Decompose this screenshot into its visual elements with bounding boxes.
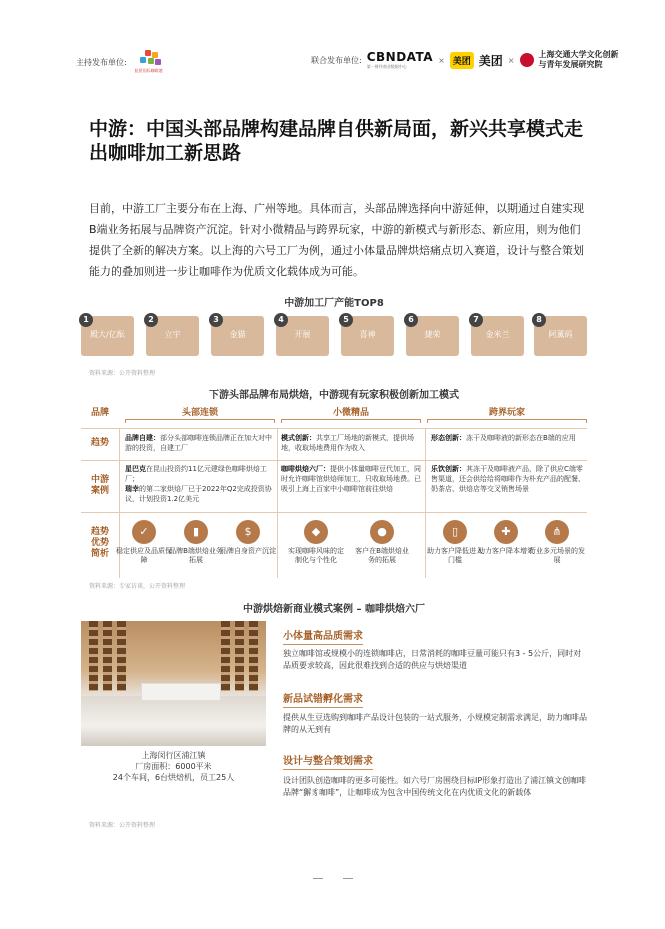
caption-details: 24个车间，6台烘焙机，员工25人 [112, 773, 235, 782]
top8-source: 资料来源：公开资料整理 [89, 370, 156, 377]
counter [141, 683, 221, 701]
trend-crossover [431, 433, 585, 443]
adv-item [286, 520, 346, 565]
top8-item [146, 316, 199, 356]
case-heading-3: 设计与整合策划需求 [283, 752, 373, 767]
top8-item [534, 316, 587, 356]
rank-badge: 6 [404, 313, 418, 327]
host-label: 主持发布单位: [76, 57, 127, 67]
top8-item [341, 316, 394, 356]
factory-name: 阿薰码 [548, 330, 573, 339]
sjtu-name [539, 50, 619, 70]
caption-area: 厂房面积：6000平米 [135, 762, 212, 771]
trend-micro [281, 433, 421, 453]
shelf [89, 621, 98, 691]
case-text: 其冻干及咖啡液产品，除了供应C端零售渠道，还会供给给将咖啡作为朴充产品的配餐、奶茶店、烘焙店等交叉销售场景 [431, 465, 585, 493]
factory-name: 喜神 [359, 330, 376, 339]
cbndata-name: CBNDATA [366, 50, 434, 64]
divider [81, 512, 587, 513]
intro-paragraph: 目前，中游工厂主要分布在上海、广州等地。具体而言，头部品牌选择向中游延伸，以期通过自建实现B端业务拓展与品牌资产沉淀。针对小微精品与跨界玩家，中游的新模式与新形态、新应用，则为他们提供了全新的解决方案。以上海的六号工厂为例，通过小体量品牌烘焙痛点切入赛道，设计与整合策划能力的叠加则进一步让咖啡作为优质文化载体成为可能。 [89, 202, 584, 278]
sjtu-emblem-icon [520, 53, 534, 67]
factory-name: 金米兰 [485, 330, 510, 339]
bracket-crossover [427, 419, 587, 423]
shelf [221, 621, 230, 691]
shield-icon: ✓ [132, 520, 156, 544]
case-text: 在昆山投资约11亿元建绿色咖啡烘焙工厂； [125, 465, 267, 483]
page-indicator [343, 878, 353, 879]
case-key: 乐饮创新： [431, 465, 466, 473]
factory-name: 殿大/亿酝 [90, 330, 125, 339]
trend-key: 形态创新： [431, 434, 466, 442]
case-paragraph-1: 独立咖啡馆或规模小的连锁咖啡店，日常消耗的咖啡豆量可能只有3 - 5公斤，同时对品质要求较高，因此很难找到合适的供应与烘焙渠道 [283, 649, 582, 670]
adv-text: 客户在B端烘焙业务的拓展 [355, 547, 409, 564]
rank-badge: 8 [532, 313, 546, 327]
row-trend-label: 趋势 [90, 438, 109, 448]
top8-item [81, 316, 134, 356]
floor [81, 696, 266, 746]
rank-badge: 3 [209, 313, 223, 327]
case-title: 中游烘焙新商业模式案例 – 咖啡烘焙六厂 [243, 604, 425, 615]
meituan-badge: 美团 [450, 52, 474, 69]
door-icon: ▯ [443, 520, 467, 544]
co-orgs [311, 50, 619, 70]
shelf [249, 621, 258, 691]
case-key: 星巴克 [125, 465, 146, 473]
host-org [76, 50, 169, 74]
top8-item [276, 316, 329, 356]
case-heading-2: 新品试错孵化需求 [283, 690, 363, 705]
shelf [103, 621, 112, 691]
adv-text: 稳定供应及品质保障 [116, 547, 172, 564]
caption-location: 上海闵行区浦江镇 [141, 751, 206, 760]
row-case-label: 中游案例 [90, 475, 109, 496]
case-paragraph-2: 提供从生豆选购到咖啡产品设计包装的一站式服务，小规模定制需求满足，助力咖啡品牌的从无到有 [283, 713, 587, 734]
bracket-micro [281, 419, 421, 423]
co-label: 联合发布单位: [311, 55, 362, 65]
case-text: 的第二家烘焙厂已于2022年Q2完成投资协议，计划投资1.2亿美元 [125, 485, 272, 503]
coins-icon: $ [236, 520, 260, 544]
sjtu-line2: 与青年发展研究院 [538, 60, 603, 69]
host-logo [135, 50, 169, 74]
trend-text: 部分头部咖啡连锁品牌正在加大对中游的投资，自建工厂 [125, 434, 272, 452]
divider [81, 460, 587, 461]
factory-photo [81, 621, 266, 746]
trend-key: 模式创新： [281, 434, 316, 442]
case-source: 资料来源：公开资料整理 [89, 822, 156, 829]
col-brand: 品牌 [90, 408, 109, 418]
rank-badge: 4 [274, 313, 288, 327]
trend-chain [125, 433, 273, 453]
case-chain [125, 464, 273, 504]
top8-item [211, 316, 264, 356]
trend-text: 共享工厂场地的新模式，提供场地，收取场地费用作为收入 [281, 434, 414, 452]
col-chain: 头部连锁 [181, 408, 218, 418]
gem-icon: ◆ [304, 520, 328, 544]
adv-text: 助力客户降低进入门槛 [427, 547, 483, 564]
times-sign-2: × [507, 55, 515, 65]
case-key: 瑞幸 [125, 485, 139, 493]
bar-chart-icon: ▮ [184, 520, 208, 544]
adv-text: 行业多元场景的发展 [529, 547, 585, 564]
rank-badge: 7 [469, 313, 483, 327]
sjtu-line1: 上海交通大学文化创新 [538, 50, 619, 59]
rank-badge: 2 [144, 313, 158, 327]
page-indicator [313, 878, 323, 879]
times-sign: × [438, 55, 445, 65]
page-title: 中游：中国头部品牌构建品牌自供新局面，新兴共享模式走出咖啡加工新思路 [89, 118, 584, 164]
top8-list [81, 316, 587, 356]
shelf [117, 621, 126, 691]
case-heading-1: 小体量高品质需求 [283, 627, 363, 642]
case-key: 咖啡烘焙六厂： [281, 465, 330, 473]
org-icon: ⋔ [545, 520, 569, 544]
handshake-icon: ✚ [494, 520, 518, 544]
top8-item [471, 316, 524, 356]
rank-badge: 1 [79, 313, 93, 327]
adv-text: 实现咖啡风味的定制化与个性化 [288, 547, 344, 564]
row-adv-label: 趋势优势简析 [90, 527, 109, 559]
adv-text: 品牌B端烘焙业务拓展 [169, 547, 223, 564]
case-micro [281, 464, 421, 494]
trend-key: 品牌自建： [125, 434, 160, 442]
rank-badge: 5 [339, 313, 353, 327]
cbndata-sub: 第一财经商业数据中心 [366, 64, 407, 69]
adv-text: 助力客户降本增效 [478, 547, 534, 555]
adv-text: 品牌自身资产沉淀 [220, 547, 276, 555]
col-micro: 小微精品 [332, 408, 369, 418]
shelf [235, 621, 244, 691]
users-icon: ● [370, 520, 394, 544]
case-crossover [431, 464, 585, 494]
bracket-chain [125, 419, 275, 423]
cbndata-logo [367, 50, 433, 70]
factory-name: 金猫 [229, 330, 246, 339]
factory-name: 立宇 [164, 330, 181, 339]
host-logo-caption: 虹桥国际咖啡港 [134, 68, 163, 73]
adv-item [527, 520, 587, 565]
case-text: 提供小体量咖啡豆代加工，同时允许咖啡馆烘焙师加工，只收取场地费。已吸引上海上百家中小咖啡馆前往烘焙 [281, 465, 421, 493]
col-crossover: 跨界玩家 [488, 408, 525, 418]
top8-title: 中游加工厂产能TOP8 [284, 298, 384, 309]
matrix-title: 下游头部品牌布局烘焙，中游现有玩家积极创新加工模式 [209, 390, 459, 401]
adv-item [352, 520, 412, 565]
adv-item [218, 520, 278, 556]
trend-text: 冻干及咖啡液的新形态在B端的应用 [466, 434, 576, 442]
case-paragraph-3: 设计团队创造咖啡的更多可能性。如六号厂房围绕目标IP形象打造出了浦江镇文创咖啡品牌“獬豸咖啡”，让咖啡成为包含中国传统文化在内优质文化的新载体 [283, 776, 587, 797]
factory-name: 捷荣 [424, 330, 441, 339]
adv-item [114, 520, 174, 565]
top8-item [406, 316, 459, 356]
meituan-text: 美团 [478, 53, 503, 68]
photo-caption [81, 750, 266, 783]
factory-name: 开展 [294, 330, 311, 339]
adv-item [166, 520, 226, 565]
divider [81, 428, 587, 429]
matrix-source: 资料来源：专家访谈，公开资料整理 [89, 583, 186, 590]
